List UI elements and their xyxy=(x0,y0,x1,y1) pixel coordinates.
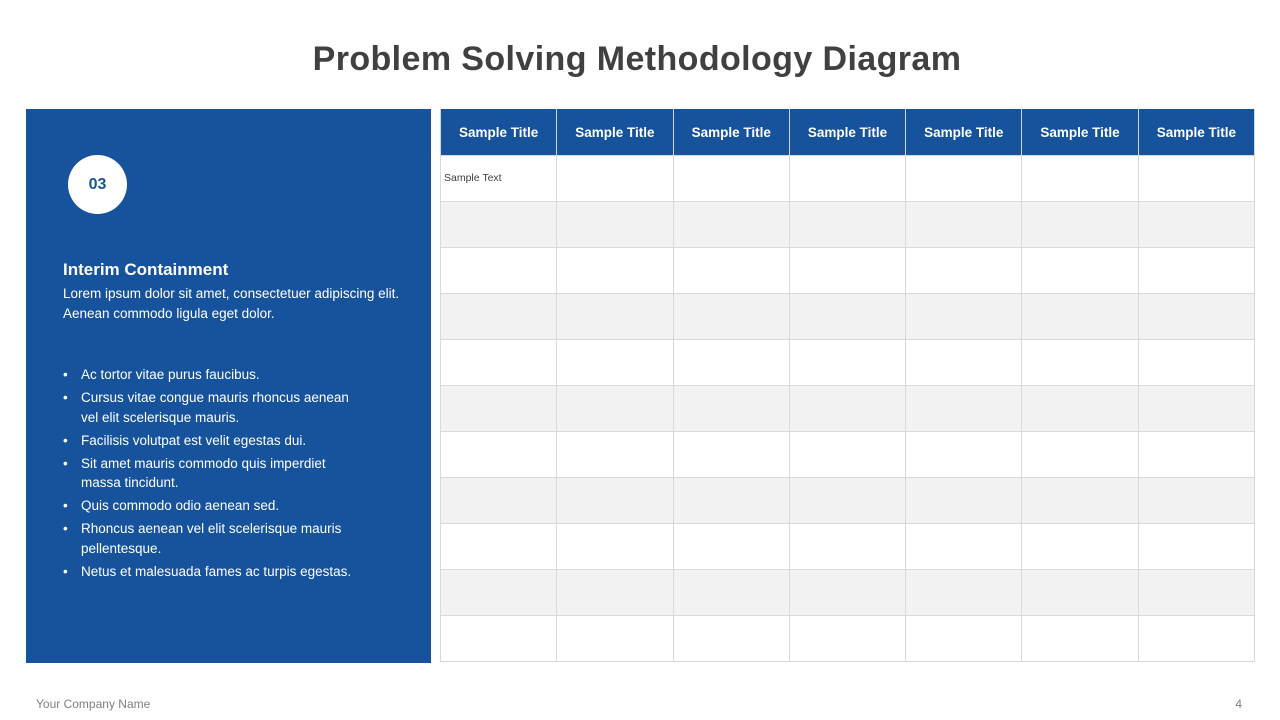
table-cell[interactable] xyxy=(1022,524,1138,570)
bullet-dot-icon: • xyxy=(63,432,68,448)
data-table xyxy=(440,109,1255,662)
table-row xyxy=(441,156,1255,202)
table-cell-text xyxy=(790,156,905,172)
company-name: Your Company Name xyxy=(36,697,151,711)
table-cell-text xyxy=(674,386,789,402)
table-row xyxy=(441,202,1255,248)
table-cell-text xyxy=(906,248,1021,264)
table-cell[interactable] xyxy=(789,616,905,662)
table-row xyxy=(441,294,1255,340)
table-cell-text xyxy=(557,524,672,540)
table-cell-text xyxy=(1139,616,1254,632)
table-cell-text xyxy=(674,156,789,172)
bullet-item: • Facilisis volutpat est velit egestas dui. xyxy=(63,431,363,451)
table-cell[interactable] xyxy=(557,202,673,248)
table-cell[interactable] xyxy=(1022,570,1138,616)
table-cell[interactable] xyxy=(441,432,557,478)
table-cell[interactable] xyxy=(1138,524,1254,570)
bullet-item: • Netus et malesuada fames ac turpis egestas. xyxy=(63,562,363,582)
table-body xyxy=(441,156,1255,662)
table-cell[interactable] xyxy=(789,386,905,432)
table-cell[interactable] xyxy=(673,156,789,202)
bullet-list xyxy=(63,365,363,585)
table-cell-text xyxy=(1022,386,1137,402)
table-cell-text xyxy=(1022,570,1137,586)
bullet-dot-icon: • xyxy=(63,498,68,513)
table-cell[interactable] xyxy=(1138,570,1254,616)
table-cell-text xyxy=(906,478,1021,494)
table-cell[interactable] xyxy=(906,156,1022,202)
table-cell[interactable] xyxy=(906,616,1022,662)
table-cell-text xyxy=(674,248,789,264)
table-row xyxy=(441,386,1255,432)
bullet-dot-icon: • xyxy=(63,390,68,405)
table-cell[interactable] xyxy=(906,294,1022,340)
table-header-cell: Sample Title xyxy=(673,109,789,156)
table-cell[interactable] xyxy=(557,570,673,616)
table-cell-text xyxy=(1139,570,1254,586)
table-cell-text xyxy=(906,570,1021,586)
table-header-row xyxy=(441,109,1255,156)
page-number: 4 xyxy=(1235,697,1242,711)
table-cell-text xyxy=(441,432,556,448)
table-row xyxy=(441,570,1255,616)
table-cell[interactable] xyxy=(906,570,1022,616)
table-cell-text xyxy=(1022,524,1137,540)
table-cell-text xyxy=(557,432,672,448)
table-cell-text xyxy=(557,156,672,172)
table-cell[interactable] xyxy=(1022,202,1138,248)
table-cell[interactable] xyxy=(1138,340,1254,386)
table-cell[interactable] xyxy=(557,340,673,386)
table-header-cell: Sample Title xyxy=(441,109,557,156)
table-cell-text xyxy=(1022,294,1137,310)
table-cell[interactable] xyxy=(1138,616,1254,662)
table-cell[interactable] xyxy=(441,156,557,202)
table-cell[interactable] xyxy=(1022,386,1138,432)
table-cell[interactable] xyxy=(441,248,557,294)
table-cell-text xyxy=(674,616,789,632)
table-cell-text xyxy=(674,478,789,494)
table-cell[interactable] xyxy=(673,248,789,294)
table-cell-text xyxy=(1139,524,1254,540)
table-cell[interactable] xyxy=(1138,432,1254,478)
table-header-cell: Sample Title xyxy=(1022,109,1138,156)
table-cell-text xyxy=(790,616,905,632)
table-cell[interactable] xyxy=(1138,156,1254,202)
table-cell-text xyxy=(441,524,556,540)
table-cell[interactable] xyxy=(1022,616,1138,662)
table-cell-text xyxy=(1022,432,1137,448)
table-cell-text xyxy=(790,524,905,540)
table-row xyxy=(441,248,1255,294)
table-cell-text xyxy=(557,616,672,632)
table-cell[interactable] xyxy=(789,248,905,294)
table-cell-text xyxy=(1139,294,1254,310)
table-row xyxy=(441,340,1255,386)
table-cell-text xyxy=(1022,156,1137,172)
table-cell-text xyxy=(906,202,1021,218)
table-cell-text xyxy=(1139,386,1254,402)
table-cell-text xyxy=(441,340,556,356)
table-cell[interactable] xyxy=(906,524,1022,570)
table-cell-text xyxy=(1139,432,1254,448)
table-cell[interactable] xyxy=(441,340,557,386)
section-description: Lorem ipsum dolor sit amet, consectetuer adipiscing elit. Aenean commodo ligula eget dolor. xyxy=(63,286,400,321)
table-cell-text xyxy=(441,386,556,402)
table-cell[interactable] xyxy=(441,294,557,340)
table-cell-text xyxy=(557,340,672,356)
table-cell-text xyxy=(790,432,905,448)
table-cell-text xyxy=(557,202,672,218)
table-cell-text xyxy=(906,386,1021,402)
bullet-item: • Sit amet mauris commodo quis imperdiet massa tincidunt. xyxy=(63,455,326,490)
table-cell[interactable] xyxy=(1138,294,1254,340)
table-cell[interactable] xyxy=(789,432,905,478)
table-cell[interactable] xyxy=(1138,478,1254,524)
bullet-dot-icon: • xyxy=(63,521,68,536)
table-cell-text xyxy=(1139,478,1254,494)
table-cell-text xyxy=(1022,202,1137,218)
table-cell-text xyxy=(906,524,1021,540)
table-cell[interactable] xyxy=(673,340,789,386)
table-cell-text xyxy=(790,570,905,586)
table-cell[interactable] xyxy=(557,294,673,340)
table-header-cell: Sample Title xyxy=(789,109,905,156)
table-cell-text xyxy=(674,202,789,218)
table-cell[interactable] xyxy=(673,616,789,662)
table-cell[interactable] xyxy=(906,340,1022,386)
table-cell[interactable] xyxy=(1138,386,1254,432)
table-header-cell: Sample Title xyxy=(906,109,1022,156)
table-cell-text xyxy=(674,570,789,586)
table-cell[interactable] xyxy=(1022,156,1138,202)
table-cell-text xyxy=(441,478,556,494)
table-cell-text xyxy=(790,386,905,402)
table-cell[interactable] xyxy=(906,386,1022,432)
step-info-panel xyxy=(26,109,431,663)
table-cell-text xyxy=(557,386,672,402)
table-cell[interactable] xyxy=(789,478,905,524)
table-cell[interactable] xyxy=(673,570,789,616)
table-cell[interactable] xyxy=(441,478,557,524)
slide-title: Problem Solving Methodology Diagram xyxy=(312,40,962,78)
table-cell-text xyxy=(1022,248,1137,264)
table-cell[interactable] xyxy=(441,386,557,432)
table-cell[interactable] xyxy=(673,432,789,478)
table-cell[interactable] xyxy=(557,156,673,202)
table-cell-text xyxy=(441,294,556,310)
table-cell[interactable] xyxy=(441,524,557,570)
table-cell-text xyxy=(674,340,789,356)
table-cell-text xyxy=(674,294,789,310)
table-cell[interactable] xyxy=(557,524,673,570)
bullet-dot-icon: • xyxy=(63,367,68,382)
data-table-container xyxy=(440,109,1255,663)
table-cell-text xyxy=(441,248,556,264)
table-cell[interactable] xyxy=(789,524,905,570)
table-cell[interactable] xyxy=(557,248,673,294)
table-cell-text xyxy=(674,432,789,448)
table-cell-text: Sample Text xyxy=(444,172,502,184)
table-cell-text xyxy=(790,478,905,494)
table-cell[interactable] xyxy=(789,340,905,386)
table-cell-text xyxy=(906,340,1021,356)
bullet-item: • Cursus vitae congue mauris rhoncus aenean vel elit scelerisque mauris. xyxy=(63,390,349,425)
table-cell-text xyxy=(906,432,1021,448)
bullet-item: • Ac tortor vitae purus faucibus. xyxy=(63,365,363,385)
table-cell[interactable] xyxy=(557,616,673,662)
bullet-item: • Quis commodo odio aenean sed. xyxy=(63,496,363,516)
table-cell-text xyxy=(1139,202,1254,218)
table-cell[interactable] xyxy=(906,478,1022,524)
table-cell[interactable] xyxy=(789,570,905,616)
table-cell-text xyxy=(557,248,672,264)
table-header-cell: Sample Title xyxy=(1138,109,1254,156)
table-cell-text xyxy=(906,616,1021,632)
table-cell[interactable] xyxy=(557,432,673,478)
bullet-dot-icon: • xyxy=(63,563,68,579)
table-cell-text xyxy=(906,294,1021,310)
bullet-dot-icon: • xyxy=(63,455,68,471)
table-cell-text xyxy=(557,478,672,494)
table-cell[interactable] xyxy=(673,524,789,570)
table-cell[interactable] xyxy=(1022,294,1138,340)
table-cell-text xyxy=(790,202,905,218)
table-cell[interactable] xyxy=(441,202,557,248)
table-cell[interactable] xyxy=(789,294,905,340)
table-cell-text xyxy=(1022,340,1137,356)
table-cell[interactable] xyxy=(789,156,905,202)
section-heading: Interim Containment xyxy=(63,260,229,279)
table-cell[interactable] xyxy=(441,570,557,616)
table-cell[interactable] xyxy=(906,202,1022,248)
table-cell-text xyxy=(441,616,556,632)
table-cell-text xyxy=(790,340,905,356)
table-cell-text xyxy=(906,156,1021,172)
table-cell-text xyxy=(1022,478,1137,494)
table-cell[interactable] xyxy=(1022,432,1138,478)
table-cell-text xyxy=(790,248,905,264)
table-row xyxy=(441,616,1255,662)
bullet-item: • Rhoncus aenean vel elit scelerisque mauris pellentesque. xyxy=(63,521,342,556)
table-cell[interactable] xyxy=(906,432,1022,478)
table-cell-text xyxy=(674,524,789,540)
table-row xyxy=(441,478,1255,524)
table-cell[interactable] xyxy=(906,248,1022,294)
table-cell-text xyxy=(441,570,556,586)
table-cell[interactable] xyxy=(1138,248,1254,294)
table-cell[interactable] xyxy=(1022,478,1138,524)
table-cell-text xyxy=(557,294,672,310)
table-cell[interactable] xyxy=(1022,340,1138,386)
table-cell-text xyxy=(790,294,905,310)
table-cell-text xyxy=(1139,156,1254,172)
table-cell[interactable] xyxy=(673,478,789,524)
table-cell[interactable] xyxy=(1022,248,1138,294)
table-header-cell: Sample Title xyxy=(557,109,673,156)
table-cell[interactable] xyxy=(673,386,789,432)
table-cell-text xyxy=(1139,248,1254,264)
table-row xyxy=(441,432,1255,478)
table-cell[interactable] xyxy=(789,202,905,248)
table-row xyxy=(441,524,1255,570)
table-cell-text xyxy=(441,202,556,218)
table-cell-text xyxy=(1022,616,1137,632)
table-cell[interactable] xyxy=(1138,202,1254,248)
step-number-badge: 03 xyxy=(68,155,127,214)
table-cell[interactable] xyxy=(673,294,789,340)
table-cell[interactable] xyxy=(557,478,673,524)
table-cell[interactable] xyxy=(441,616,557,662)
table-cell-text xyxy=(557,570,672,586)
table-cell[interactable] xyxy=(673,202,789,248)
table-cell-text xyxy=(1139,340,1254,356)
table-cell[interactable] xyxy=(557,386,673,432)
